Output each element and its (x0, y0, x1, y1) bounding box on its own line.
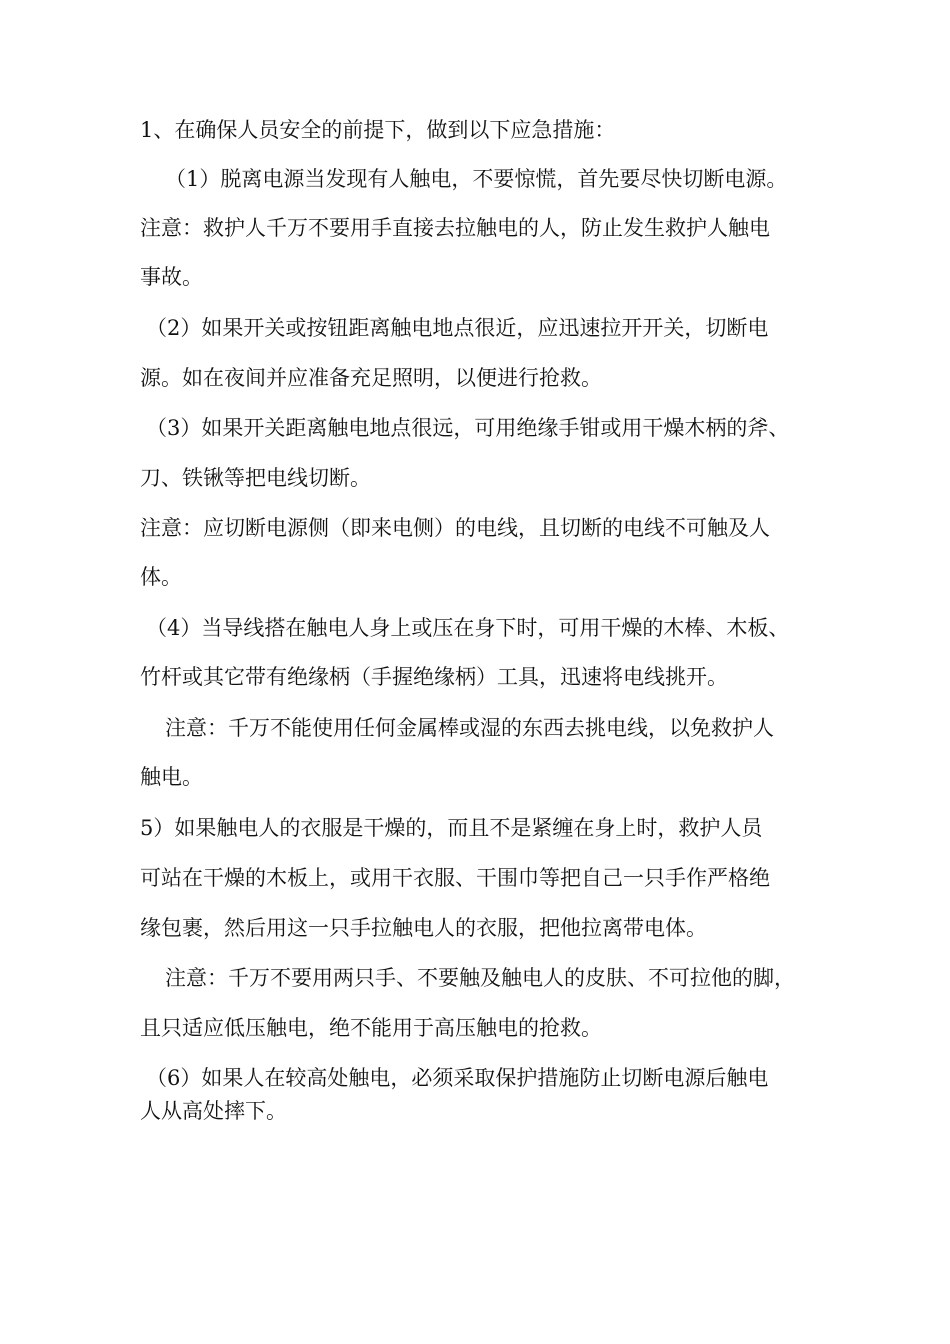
text-line: 触电。 (140, 765, 203, 789)
text-line: 5）如果触电人的衣服是干燥的，而且不是紧缠在身上时，救护人员 (140, 816, 763, 840)
heading-line: 1、在确保人员安全的前提下，做到以下应急措施： (140, 118, 616, 142)
text-line: （4）当导线搭在触电人身上或压在身下时，可用干燥的木棒、木板、 (146, 616, 790, 640)
text-line: 体。 (140, 565, 182, 589)
text-line: 刀、铁锹等把电线切断。 (140, 466, 371, 490)
text-line: 事故。 (140, 265, 203, 289)
text-line: 注意：救护人千万不要用手直接去拉触电的人，防止发生救护人触电 (140, 216, 770, 240)
text-line: 注意：千万不能使用任何金属棒或湿的东西去挑电线，以免救护人 (165, 716, 774, 740)
text-line: 源。如在夜间并应准备充足照明，以便进行抢救。 (140, 366, 602, 390)
text-line: 缘包裹，然后用这一只手拉触电人的衣服，把他拉离带电体。 (140, 916, 707, 940)
text-line: （6）如果人在较高处触电，必须采取保护措施防止切断电源后触电 (146, 1066, 769, 1090)
text-line: （1）脱离电源当发现有人触电，不要惊慌，首先要尽快切断电源。 (165, 167, 788, 191)
text-line: （2）如果开关或按钮距离触电地点很近，应迅速拉开开关，切断电 (146, 316, 769, 340)
text-line: 注意：应切断电源侧（即来电侧）的电线，且切断的电线不可触及人 (140, 516, 770, 540)
text-line: 人从高处摔下。 (140, 1099, 287, 1123)
text-line: 可站在干燥的木板上，或用干衣服、干围巾等把自己一只手作严格绝 (140, 866, 770, 890)
text-line: 注意：千万不要用两只手、不要触及触电人的皮肤、不可拉他的脚， (165, 966, 795, 990)
text-line: 且只适应低压触电，绝不能用于高压触电的抢救。 (140, 1016, 602, 1040)
text-line: 竹杆或其它带有绝缘柄（手握绝缘柄）工具，迅速将电线挑开。 (140, 665, 728, 689)
text-line: （3）如果开关距离触电地点很远，可用绝缘手钳或用干燥木柄的斧、 (146, 416, 790, 440)
